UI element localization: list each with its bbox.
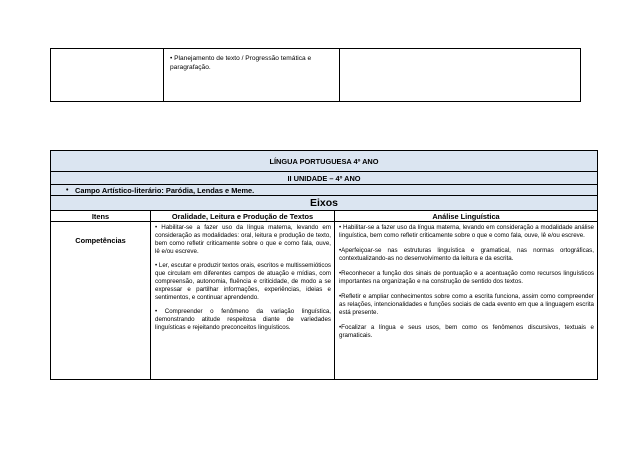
curriculum-table [50, 150, 598, 380]
header-itens: Itens [51, 211, 151, 221]
continuation-cell-empty-right [340, 49, 580, 101]
analise-cell [335, 222, 597, 379]
analise-item: •Focalizar a língua e seus usos, bem como os fenômenos discursivos, textuais e gramaticais. [339, 324, 594, 339]
bullet-icon: • [66, 187, 69, 194]
oralidade-item: • Ler, escutar e produzir textos orais, escritos e multissemióticos que circulam em diferentes campos de atuação e mídias, com compreensão, autonomia, fluência e criticidade, de modo a se expressar e partilhar informações, experiências, ideias e sentimentos, e continuar aprendendo. [155, 262, 331, 301]
campo-row [51, 185, 597, 196]
analise-item: • Habilitar-se a fazer uso da língua materna, levando em consideração a modalidade análise linguística, bem como refletir criticamente sobre o que e como fala, ouve, lê e/ou escreve. [339, 224, 594, 239]
header-oralidade: Oralidade, Leitura e Produção de Textos [151, 211, 335, 221]
header-analise: Análise Linguística [432, 212, 500, 221]
column-headers [51, 211, 597, 222]
continuation-item: • Planejamento de texto / Progressão temática e paragrafação. [170, 55, 312, 71]
table-title: LÍNGUA PORTUGUESA 4º ANO [51, 151, 597, 172]
continuation-table [50, 48, 581, 102]
oralidade-item: • Compreender o fenômeno da variação linguística, demonstrando atitude respeitosa diante de variedades linguísticas e rejeitando preconceitos linguísticos. [155, 308, 331, 331]
campo-text: Campo Artístico-literário: Paródia, Lendas e Meme. [75, 186, 255, 195]
oralidade-cell [151, 222, 335, 379]
row-label: Competências [51, 222, 151, 379]
analise-item: •Reconhecer a função dos sinais de pontuação e a acentuação como recursos linguísticos importantes na organização e na construção de sentido dos textos. [339, 270, 594, 285]
eixos-heading: Eixos [51, 196, 597, 211]
continuation-cell-empty-left [51, 49, 164, 101]
analise-item: •Refletir e ampliar conhecimentos sobre como a escrita funciona, assim como compreender as relações, intencionalidades e funções sociais de cada evento em que a linguagem escrita está presente. [339, 293, 594, 316]
unit-heading: II UNIDADE – 4º ANO [51, 172, 597, 185]
competencias-row [51, 222, 597, 379]
continuation-cell-content [164, 49, 340, 101]
analise-item: •Aperfeiçoar-se nas estruturas linguística e gramatical, nas normas ortográficas, contextualizando-as no desenvolvimento da leitura e da escrita. [339, 247, 594, 262]
oralidade-item: • Habilitar-se a fazer uso da língua materna, levando em consideração as modalidades: oral, leitura e produção de texto, bem como refletir criticamente sobre o que e como fala, ouve, lê e/ou escreve. [155, 224, 331, 255]
